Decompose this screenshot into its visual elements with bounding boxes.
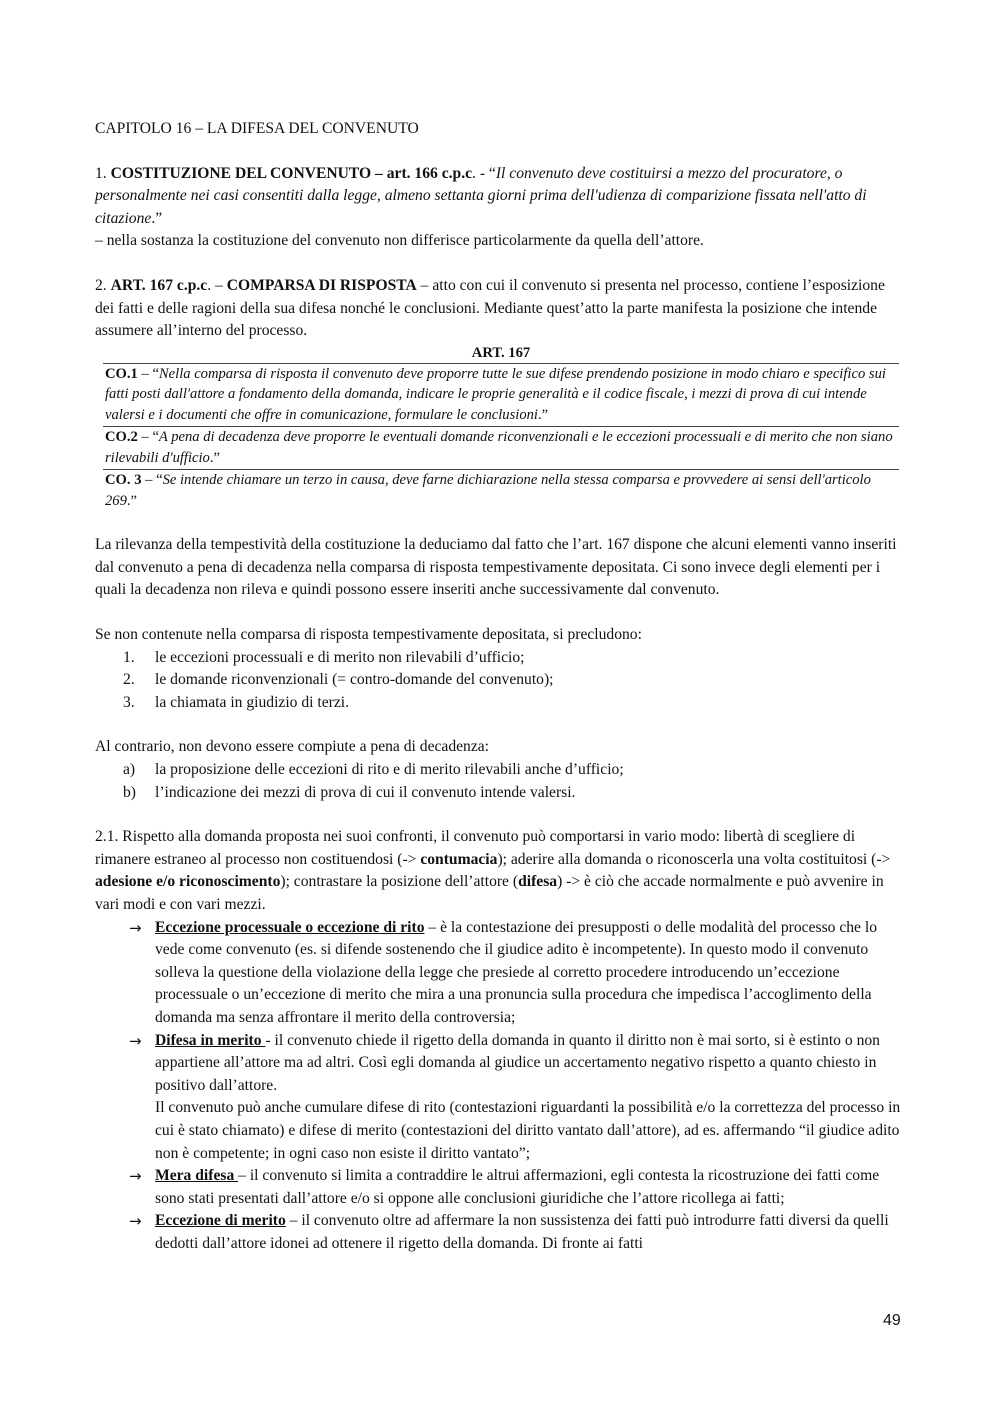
section-2-1-text-4: ) -> è ciò che accade normalmente e può avvenire in vari modi e con vari mezzi. xyxy=(95,873,884,913)
section-2 xyxy=(95,275,903,343)
arrow-item-term: Difesa in merito xyxy=(155,1031,266,1049)
chapter-title: CAPITOLO 16 – LA DIFESA DEL CONVENUTO xyxy=(95,120,419,137)
comma-1-text: Nella comparsa di risposta il convenuto deve proporre tutte le sue difese prendendo posizione in modo chiaro e specifico sui fatti posti dall'attore a fondamento della domanda, indicare le proprie generalità e il codice fiscale, i mezzi di prova di cui intende valersi e i documenti che offre in comunicazione, formulare le conclusioni xyxy=(105,365,886,423)
term-difesa: difesa xyxy=(518,873,558,891)
arrow-item xyxy=(95,1210,903,1255)
list-item-letter: b) xyxy=(123,783,136,801)
comma-2-text: A pena di decadenza deve proporre le eventuali domande riconvenzionali e le eccezioni processuali e di merito che non siano rilevabili d'ufficio xyxy=(105,429,893,466)
list-item-letter: a) xyxy=(123,761,136,778)
list-item-text: la proposizione delle eccezioni di rito e di merito rilevabili anche d’ufficio; xyxy=(155,761,624,778)
arrow-item-term: Eccezione di merito xyxy=(155,1212,286,1230)
section-2-dot: . – xyxy=(207,276,227,294)
list-item-text: la chiamata in giudizio di terzi. xyxy=(155,693,349,711)
list-item-text: le eccezioni processuali e di merito non rilevabili d’ufficio; xyxy=(155,648,525,666)
arrow-item-term: Mera difesa xyxy=(155,1167,239,1185)
list-item xyxy=(95,647,903,670)
section-2-heading-a: ART. 167 c.p.c xyxy=(110,276,208,294)
arrow-item-text: – è la contestazione dei presupposti o delle modalità del processo che lo vede come convenuto (es. si difende sostenendo che il giudice adito è incompetente). In questo modo il convenuto solleva la questione della violazione della legge che presiede al corretto procedere introducendo un’eccezione processuale o un’eccezione di merito che mira a una pronuncia sulla procedura che impedisca l’accoglimento della domanda ma senza affrontare il merito della controversia; xyxy=(155,918,878,1026)
arrow-item-text: – il convenuto si limita a contraddire le altrui affermazioni, egli contesta la ricostruzione dei fatti come sono stati presentati dall’attore e/o si oppone alle conclusioni giuridiche che l’attore ricollega ai fatti; xyxy=(155,1167,880,1207)
numbered-list xyxy=(95,647,903,715)
arrow-right-icon: → xyxy=(129,1212,142,1231)
comma-3-text: Se intende chiamare un terzo in causa, deve farne dichiarazione nella stessa comparsa e provvedere ai sensi dell'articolo 269 xyxy=(105,472,871,509)
section-2-heading-b: COMPARSA DI RISPOSTA xyxy=(226,276,417,294)
section-2-1 xyxy=(95,826,903,916)
section-1-number: 1. xyxy=(95,164,111,182)
document-page xyxy=(95,118,903,1255)
comma-1-label: CO.1 xyxy=(105,365,138,382)
comma-2-separator: – “ xyxy=(137,429,159,446)
comma-1-end: .” xyxy=(538,406,549,423)
comma-2 xyxy=(103,426,899,469)
list-item-number: 3. xyxy=(123,693,135,711)
section-2-1-text-3: ); contrastare la posizione dell’attore ( xyxy=(280,873,519,891)
article-box xyxy=(103,343,899,513)
article-box-title: ART. 167 xyxy=(471,344,531,361)
page-number: 49 xyxy=(883,1312,901,1329)
comma-2-end: .” xyxy=(209,449,220,466)
term-contumacia: contumacia xyxy=(420,850,498,868)
section-1-heading: COSTITUZIONE DEL CONVENUTO – art. 166 c.p.c xyxy=(110,164,473,182)
list-item-number: 1. xyxy=(123,648,135,666)
arrow-item-text: – il convenuto oltre ad affermare la non sussistenza dei fatti può introdurre fatti diversi da quelli dedotti dall’attore idonei ad ottenere il rigetto della domanda. Di fronte ai fatti xyxy=(155,1212,889,1252)
arrow-item xyxy=(95,1030,903,1166)
arrow-list xyxy=(95,917,903,1256)
section-2-text: – atto con cui il convenuto si presenta nel processo, contiene l’esposizione dei fatti e delle ragioni della sua difesa nonché le conclusioni. Mediante quest’atto la parte manifesta la posizione che intende assumere all’interno del processo. xyxy=(95,276,885,340)
arrow-item xyxy=(95,917,903,1030)
list-item xyxy=(95,759,903,782)
arrow-item-text: - il convenuto chiede il rigetto della domanda in quanto il diritto non è mai sorto, si è estinto o non appartiene all’attore ma ad altri. Così egli domanda al giudice un accertamento negativo rispetto a quanto chiesto in positivo dall’attore. xyxy=(155,1031,880,1094)
list-item-number: 2. xyxy=(123,671,135,689)
paragraph-rilevanza: La rilevanza della tempestività della costituzione la deduciamo dal fatto che l’art. 167 dispone che alcuni elementi vanno inseriti dal convenuto a pena di decadenza nella comparsa di risposta tempestivamente depositata. Ci sono invece degli elementi per i quali la decadenza non rileva e quindi possono essere inseriti anche successivamente dal convenuto. xyxy=(95,536,897,599)
section-1-separator: . - “ xyxy=(472,164,496,182)
comma-3-label: CO. 3 xyxy=(105,472,142,489)
section-1 xyxy=(95,163,903,253)
paragraph-contrario: Al contrario, non devono essere compiute a pena di decadenza: xyxy=(95,738,490,756)
section-2-1-text-2: ); aderire alla domanda o riconoscerla una volta costituitosi (-> xyxy=(497,850,891,868)
comma-1 xyxy=(103,363,899,427)
arrow-right-icon: → xyxy=(129,918,142,937)
lettered-list xyxy=(95,759,903,804)
list-item-text: le domande riconvenzionali (= contro-domande del convenuto); xyxy=(155,671,554,689)
arrow-item-extra: Il convenuto può anche cumulare difese di rito (contestazioni riguardanti la possibilità e/o la correttezza del processo in cui è stato chiamato) e difese di merito (contestazioni del diritto vantato dall’attore), ad es. affermando “il giudice adito non è competente; in ogni caso non esiste il diritto vantato”; xyxy=(155,1099,901,1162)
term-adesione: adesione e/o riconoscimento xyxy=(95,873,281,891)
list-item xyxy=(95,669,903,692)
section-2-number: 2. xyxy=(95,276,111,294)
comma-3-end: .” xyxy=(126,492,138,509)
section-1-rest: – nella sostanza la costituzione del convenuto non differisce particolarmente da quella dell’attore. xyxy=(95,232,704,250)
comma-3-separator: – “ xyxy=(141,472,163,489)
comma-3 xyxy=(103,469,899,512)
arrow-item-term: Eccezione processuale o eccezione di rito xyxy=(155,918,425,936)
list-item xyxy=(95,692,903,715)
list-item xyxy=(95,782,903,805)
comma-1-separator: – “ xyxy=(137,365,159,382)
paragraph-precludono: Se non contenute nella comparsa di risposta tempestivamente depositata, si precludono: xyxy=(95,626,642,644)
arrow-item xyxy=(95,1165,903,1210)
arrow-right-icon: → xyxy=(129,1167,142,1186)
section-2-1-text-1: 2.1. Rispetto alla domanda proposta nei suoi confronti, il convenuto può comportarsi in vario modo: libertà di scegliere di rimanere estraneo al processo non costituendosi (-> xyxy=(95,828,856,868)
list-item-text: l’indicazione dei mezzi di prova di cui il convenuto intende valersi. xyxy=(155,783,576,801)
section-1-quote: Il convenuto deve costituirsi a mezzo del procuratore, o personalmente nei casi consentiti dalla legge, almeno settanta giorni prima dell'udienza di comparizione fissata nell'atto di citazione xyxy=(95,164,867,227)
section-1-quote-end: .” xyxy=(151,209,163,227)
arrow-right-icon: → xyxy=(129,1031,142,1050)
comma-2-label: CO.2 xyxy=(105,429,138,446)
